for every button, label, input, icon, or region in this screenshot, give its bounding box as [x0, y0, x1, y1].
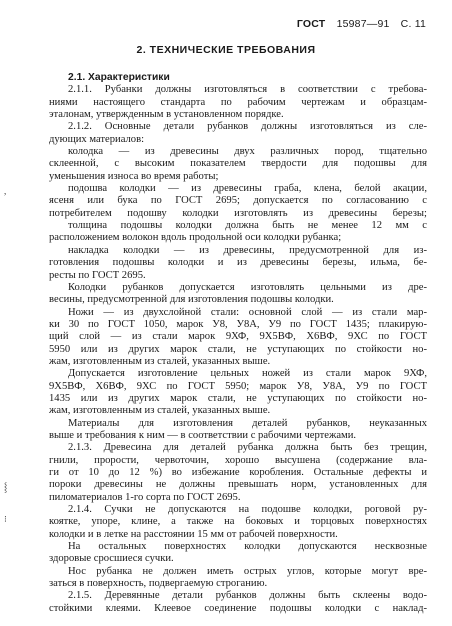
text-line: накладка колодки — из древесины, предусмотренной для из- [68, 244, 427, 256]
text-line: эталонам, утвержденным в установленном порядке. [49, 109, 284, 121]
margin-mark: ⸾ [4, 482, 8, 492]
margin-mark: , [4, 186, 7, 196]
text-line: 1435 или из других марок стали, не уступающих по стойкости но- [49, 392, 427, 404]
text-line: 2.1.3. Древесина для деталей рубанка должна быть без трещин, [68, 442, 427, 454]
running-header [297, 18, 426, 30]
text-line: Нос рубанка не должен иметь острых углов, которые могут вре- [68, 565, 427, 577]
text-line: гнили, прорости, червоточин, хорошо высушена (содержание вла- [49, 454, 427, 466]
text-line: Колодки рубанков допускается изготовлять цельными из дре- [68, 281, 427, 293]
text-line: пороки древесины не должны превышать норм, установленных для [49, 479, 427, 491]
text-line: весины, предусмотренной для изготовления подошвы колодки. [49, 294, 334, 306]
text-line: здоровые сросшиеся сучки. [49, 553, 174, 565]
text-line: Допускается изготовление цельных ножей из стали марок 9ХФ, [68, 368, 427, 380]
text-line: 2.1.2. Основные детали рубанков должны изготовляться из сле- [68, 121, 427, 133]
text-line: жам, изготовленным из сталей, указанных выше. [49, 405, 271, 417]
text-line: щий слой — из стали марок 9ХФ, 9Х5ВФ, Х6ВФ, 9ХС по ГОСТ [49, 331, 427, 343]
text-line: ясеня или бука по ГОСТ 2695; допускается по согласованию с [49, 195, 427, 207]
text-line: расположением волокон вдоль продольной оси колодки рубанка; [49, 232, 342, 244]
section-title: 2. ТЕХНИЧЕСКИЕ ТРЕБОВАНИЯ [136, 44, 316, 56]
margin-mark: ⁝ [4, 514, 7, 524]
text-line: ки 30 по ГОСТ 1050, марок У8, У8А, У9 по ГОСТ 1435; плакирую- [49, 318, 427, 330]
text-line: выше и требования к ним — в соответствии с рабочими чертежами. [49, 429, 357, 441]
text-line: потребителем подошву колодки изготовлять из древесины березы; [49, 207, 427, 219]
text-line: ги от 10 до 12 %) во избежание коробления. Остальные дефекты и [49, 467, 427, 478]
text-line: колодка — из древесины двух различных пород, тщательно [68, 146, 427, 158]
text-line: ресты по ГОСТ 2695. [49, 269, 146, 281]
text-line: уменьшения износа во время работы; [49, 170, 219, 182]
text-line: Ножи — из двухслойной стали: основной слой — из стали мар- [68, 306, 427, 318]
text-line: толщина подошвы колодки должна быть не менее 12 мм с [68, 220, 427, 232]
text-line: Материалы для изготовления деталей рубанков, неуказанных [68, 417, 427, 429]
text-line: ниями настоящего стандарта по рабочим чертежам и образцам- [49, 96, 427, 108]
text-line: 5950 или из других марок стали, не уступающих по стойкости но- [49, 343, 427, 355]
text-line: подошва колодки — из древесины граба, клена, белой акации, [68, 183, 427, 195]
text-line: готовления подошвы колодки и из древесины березы, ильма, бе- [49, 257, 427, 269]
text-line: 2.1.5. Деревянные детали рубанков должны быть склеены водо- [68, 590, 427, 602]
text-line: склеенной, с высоким показателем твердости для подошвы для [49, 158, 427, 170]
text-line: заться в поверхность, подвергаемую строганию. [49, 578, 268, 590]
text-line: 2.1.1. Рубанки должны изготовляться в соответствии с требова- [68, 84, 427, 96]
text-line: стойкими клеями. Клеевое соединение подошвы колодки с наклад- [49, 602, 427, 614]
header-number: 15987—91 [336, 18, 390, 30]
header-page: С. 11 [400, 18, 426, 30]
text-line: колодки и в летке на расстоянии 15 мм от рабочей поверхности. [49, 528, 338, 540]
text-line: жам, изготовленным из сталей, указанных выше. [49, 355, 271, 367]
text-line: На остальных поверхностях колодки допускаются несквозные [68, 541, 427, 553]
text-line: дующих материалов: [49, 133, 145, 145]
header-standard: ГОСТ [296, 18, 326, 30]
subsection-heading: 2.1. Характеристики [68, 72, 170, 83]
body-text [49, 68, 427, 615]
text-line: коятке, упоре, клине, а также на боковых и торцовых поверхностях [49, 516, 427, 528]
text-line: 9Х5ВФ, Х6ВФ, 9ХС по ГОСТ 5950; марок У8, У8А, У9 по ГОСТ [49, 380, 427, 392]
text-line: пиломатериалов 1-го сорта по ГОСТ 2695. [49, 491, 241, 503]
text-line: 2.1.4. Сучки не допускаются на подошве колодки, роговой ру- [68, 504, 427, 516]
